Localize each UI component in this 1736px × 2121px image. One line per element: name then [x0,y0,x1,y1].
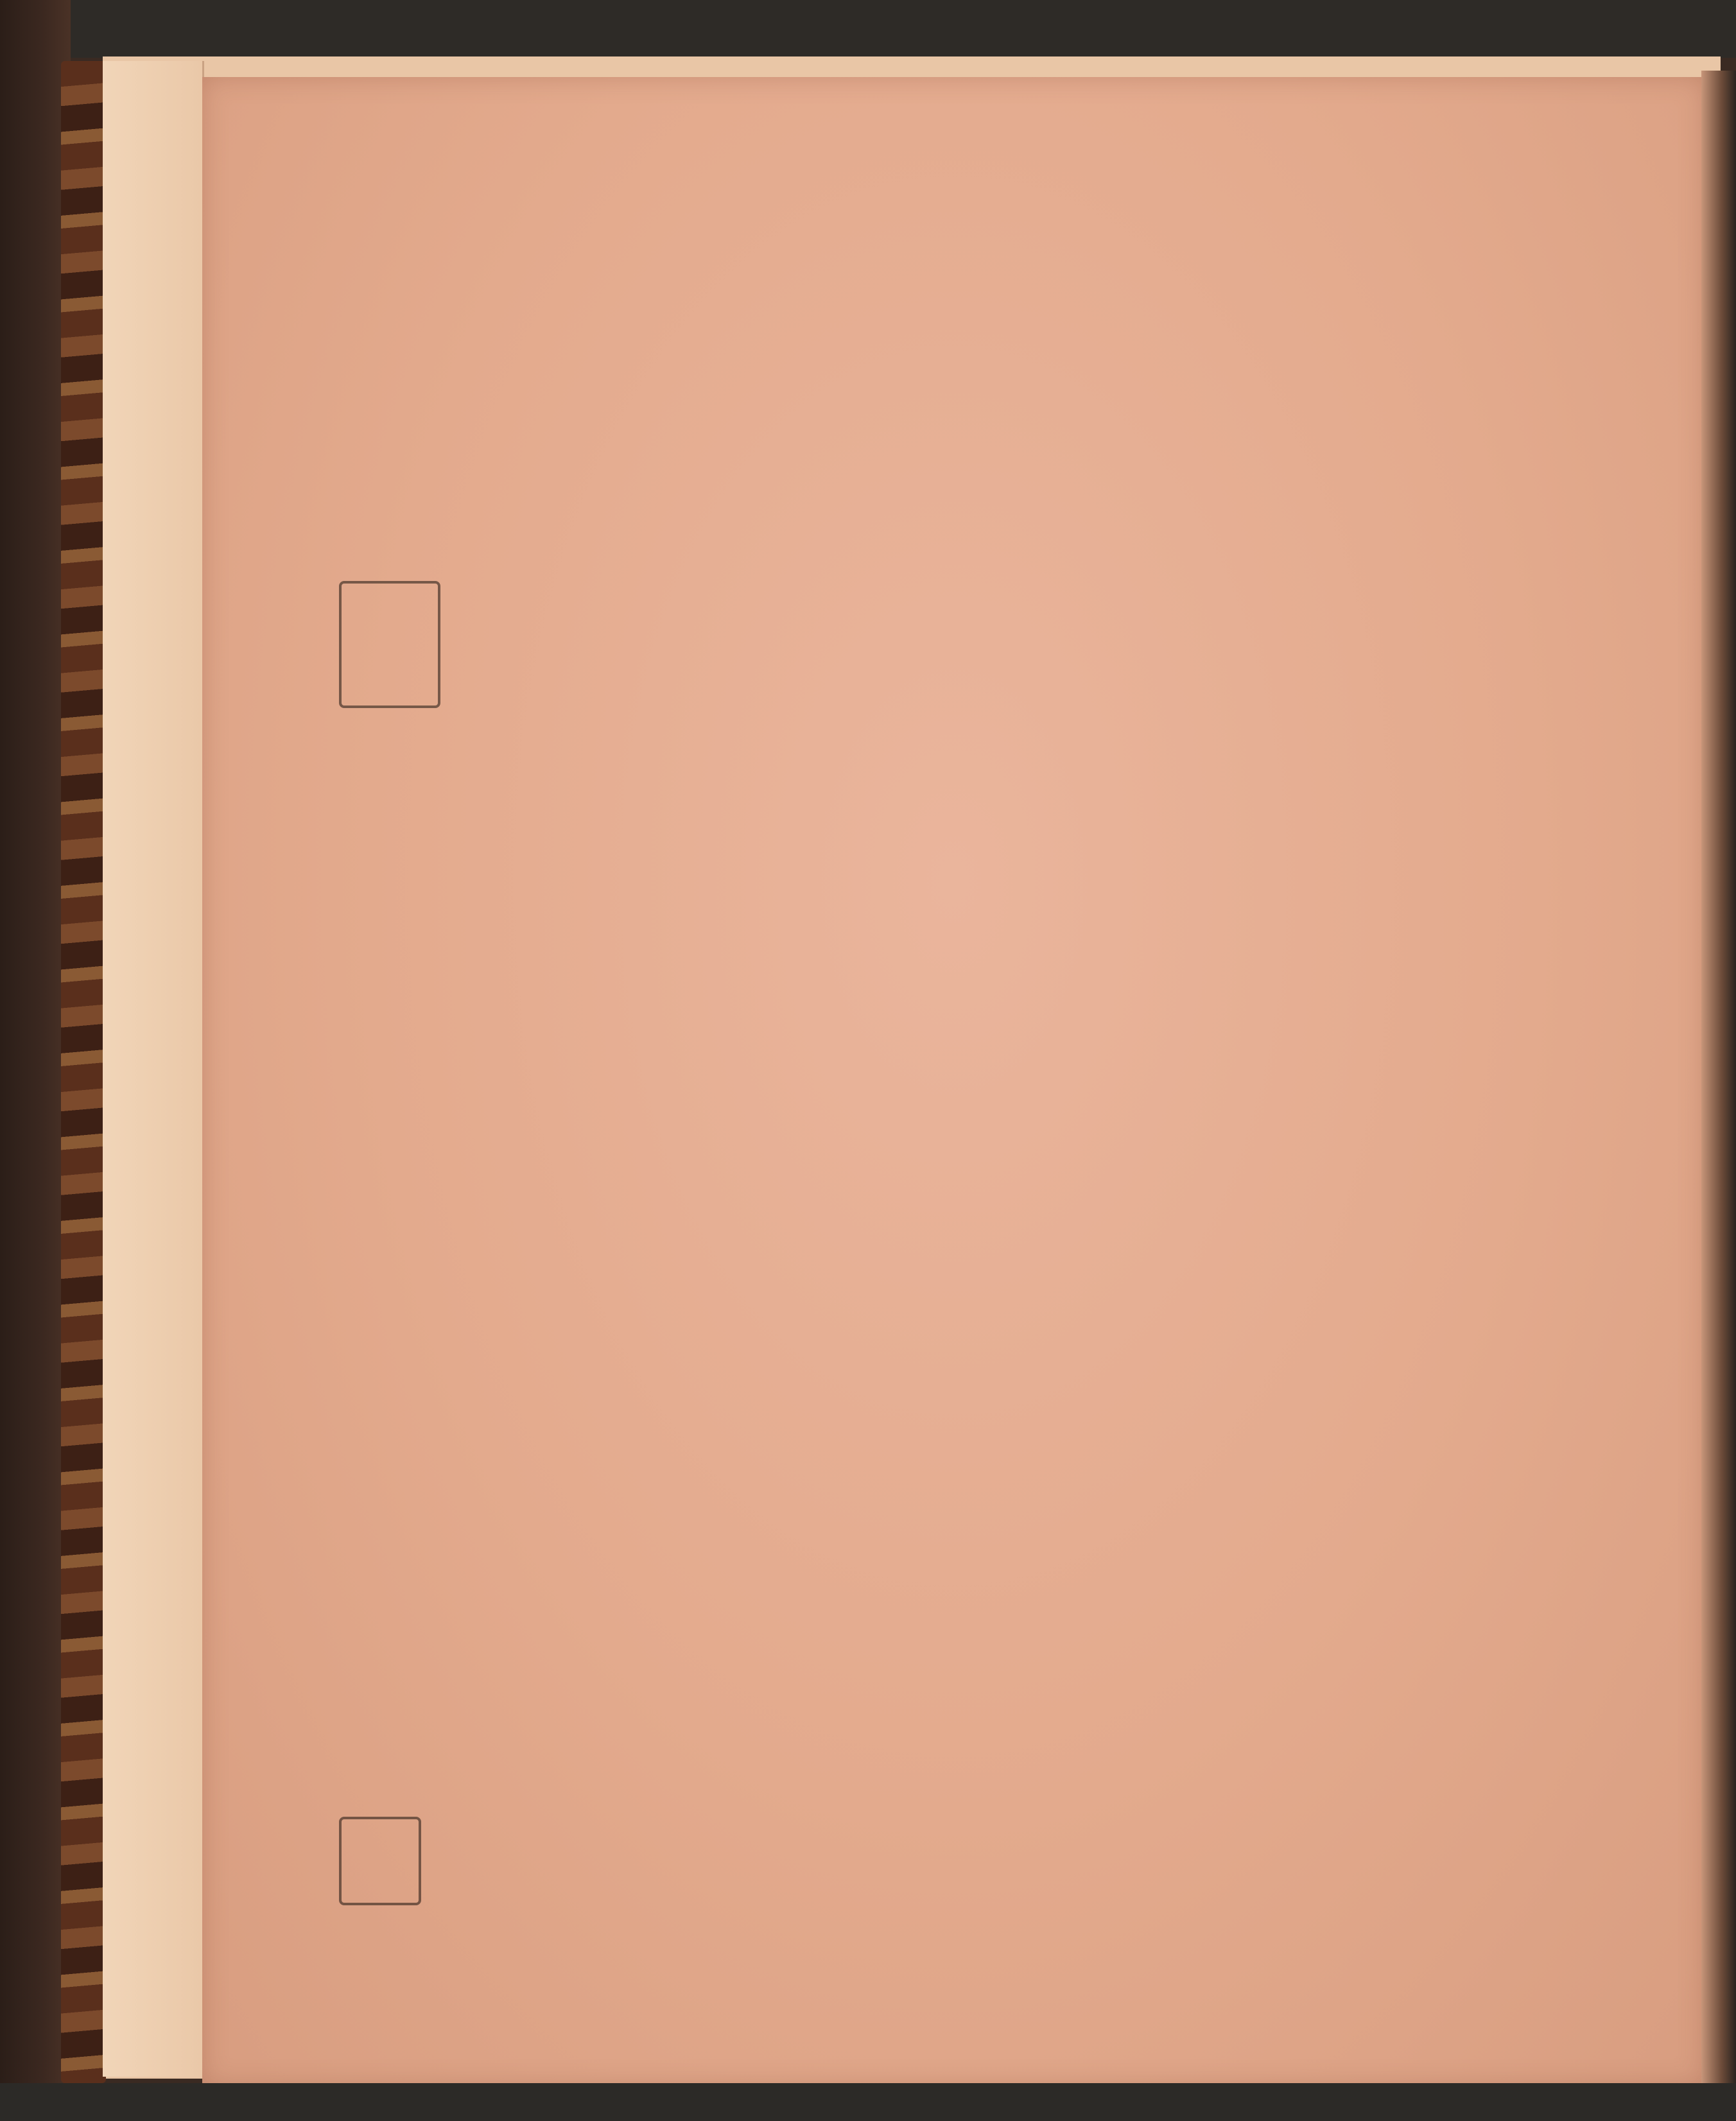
paragraph-first-opening [340,591,1611,1040]
book-spine [61,61,106,2083]
background-bottom [0,2083,1736,2121]
decorated-initial-d [340,1817,417,1900]
paragraph-second [424,1815,1611,1944]
background-left [0,0,71,2121]
book-page [202,77,1705,2086]
flyleaf-edge [103,61,204,2077]
page-right-edge [1701,71,1736,2086]
background-top [0,0,1736,58]
ornament-row-top [321,160,1599,215]
ornament-row-middle [321,227,1599,281]
ornamental-headpiece [321,160,1599,347]
ornament-row-bottom [321,292,1599,347]
